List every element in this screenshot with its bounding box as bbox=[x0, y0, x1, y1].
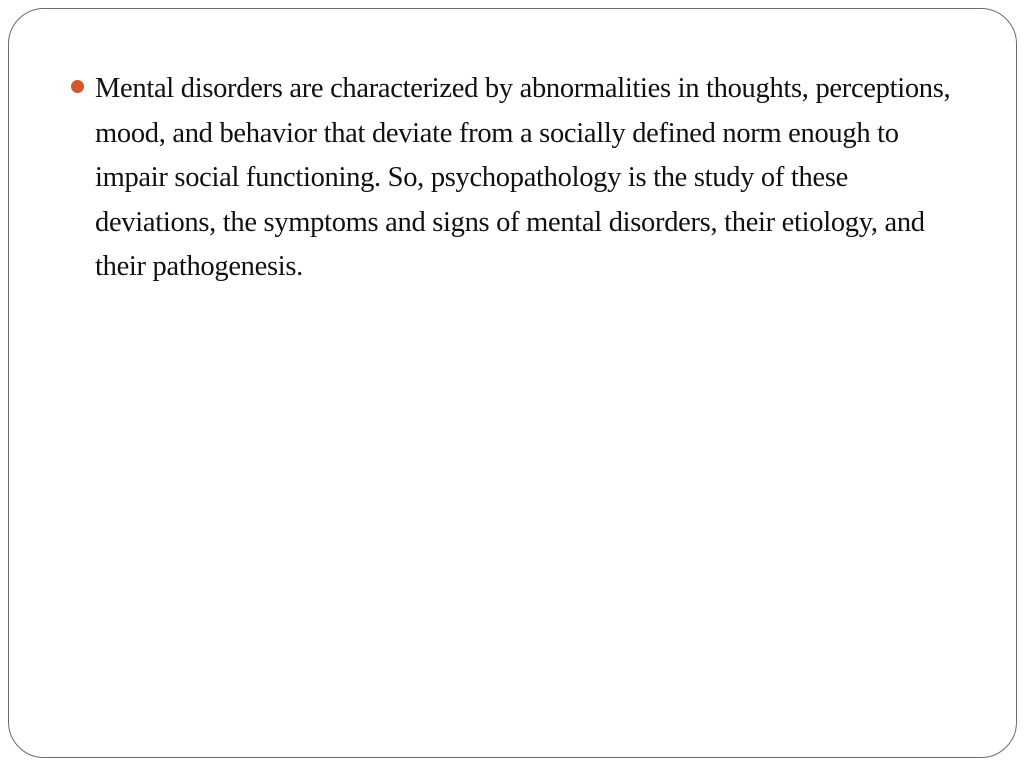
bullet-list bbox=[71, 67, 961, 290]
slide-content bbox=[71, 67, 961, 290]
bullet-text: Mental disorders are characterized by abnormalities in thoughts, perceptions, mood, and behavior that deviate from a socially defined norm enough to impair social functioning. So, psychopathology is the study of these deviations, the symptoms and signs of mental disorders, their etiology, and their pathogenesis. bbox=[95, 73, 951, 282]
bullet-dot-icon bbox=[71, 80, 84, 93]
slide-frame bbox=[8, 8, 1017, 758]
bullet-item bbox=[71, 67, 961, 290]
